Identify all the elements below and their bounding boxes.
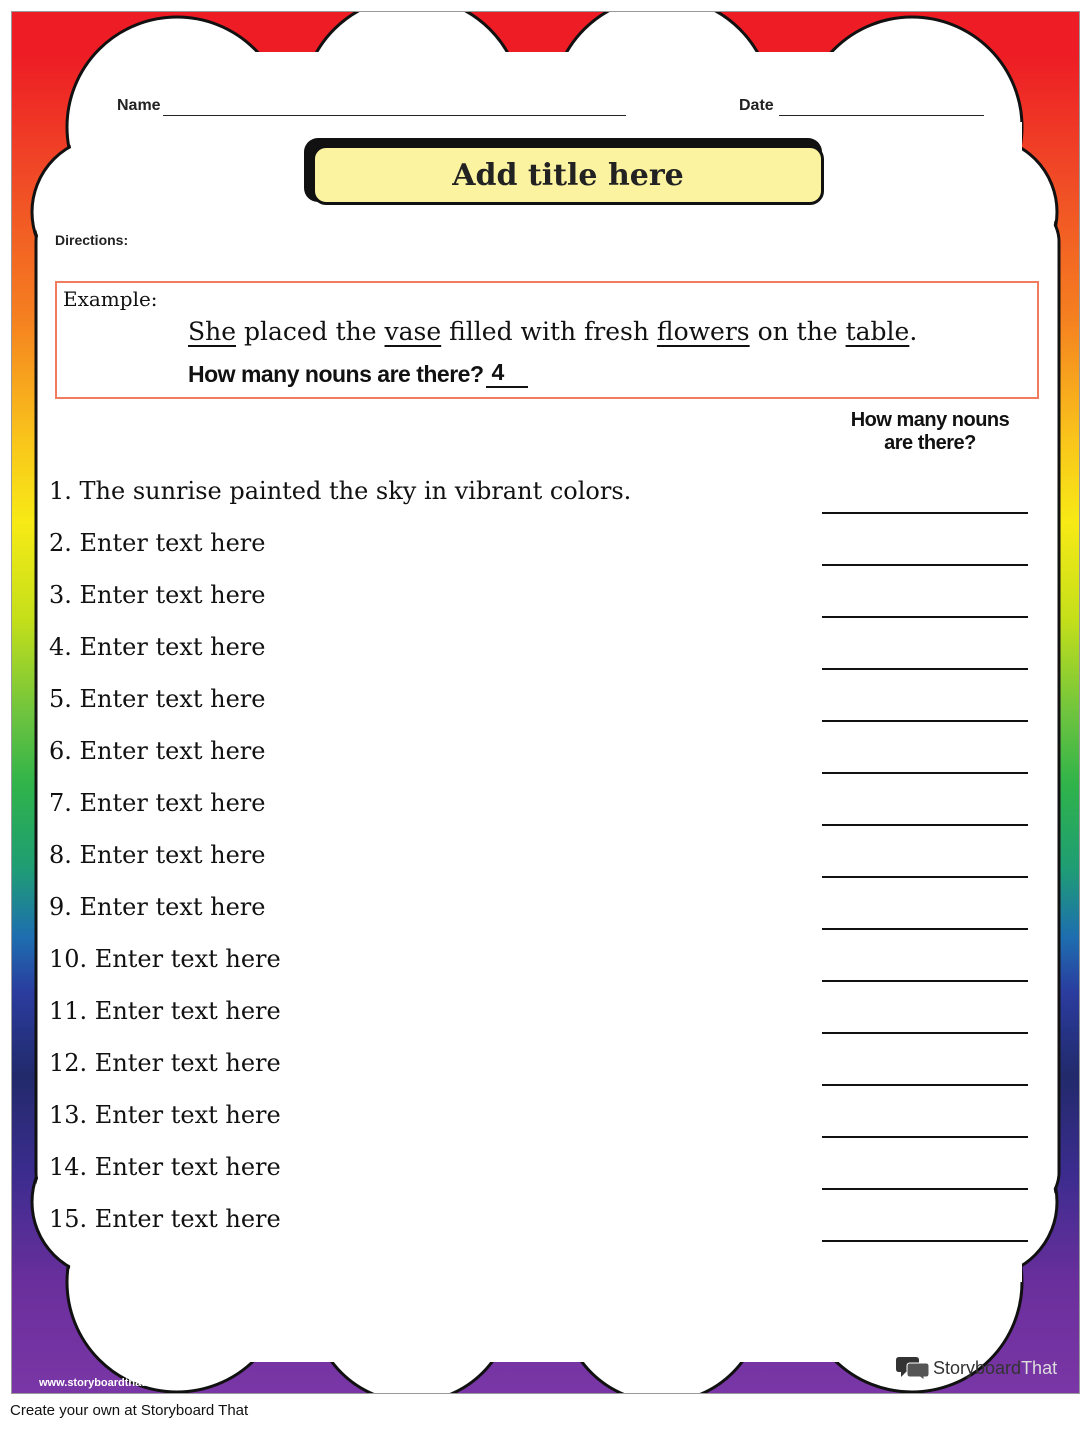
credit-link[interactable]: Create your own at Storyboard That [10, 1402, 249, 1419]
example-noun: table [845, 317, 910, 346]
answer-line[interactable] [822, 1136, 1028, 1138]
answer-line[interactable] [822, 876, 1028, 878]
question-item[interactable]: 12. Enter text here [49, 1049, 281, 1077]
page-title[interactable]: Add title here [312, 145, 824, 205]
answer-line[interactable] [822, 668, 1028, 670]
example-noun: vase [384, 317, 442, 346]
answer-header-line1: How many nouns [850, 409, 1010, 431]
answer-line[interactable] [822, 1188, 1028, 1190]
speech-bubble-icon [896, 1355, 930, 1381]
example-text: placed the [236, 317, 385, 346]
question-item[interactable]: 3. Enter text here [49, 581, 266, 609]
logo-word-that: That [1021, 1357, 1058, 1378]
question-item[interactable]: 6. Enter text here [49, 737, 266, 765]
example-sentence [188, 317, 917, 346]
logo-word-storyboard: Storyboard [933, 1357, 1022, 1378]
answer-line[interactable] [822, 1084, 1028, 1086]
question-item[interactable]: 11. Enter text here [49, 997, 281, 1025]
example-answer: 4 [486, 359, 528, 388]
question-item[interactable]: 8. Enter text here [49, 841, 266, 869]
answer-line[interactable] [822, 980, 1028, 982]
question-item[interactable]: 14. Enter text here [49, 1153, 281, 1181]
question-item[interactable]: 9. Enter text here [49, 893, 266, 921]
example-text: . [909, 317, 918, 346]
answer-line[interactable] [822, 512, 1028, 514]
answer-line[interactable] [822, 928, 1028, 930]
date-field[interactable] [779, 115, 984, 116]
question-item[interactable]: 15. Enter text here [49, 1205, 281, 1233]
answer-line[interactable] [822, 720, 1028, 722]
storyboardthat-logo [896, 1355, 1057, 1381]
example-text: filled with fresh [441, 317, 657, 346]
example-question: How many nouns are there? [188, 361, 484, 387]
directions-label: Directions: [55, 232, 129, 248]
question-item[interactable]: 7. Enter text here [49, 789, 266, 817]
example-noun: flowers [656, 317, 750, 346]
question-item[interactable]: 1. The sunrise painted the sky in vibrant colors. [49, 477, 632, 505]
answer-line[interactable] [822, 564, 1028, 566]
question-item[interactable]: 5. Enter text here [49, 685, 266, 713]
example-noun: She [188, 317, 237, 346]
example-text: on the [749, 317, 846, 346]
example-box [55, 281, 1039, 399]
answer-column-header [830, 409, 1030, 455]
date-label: Date [739, 97, 774, 114]
name-field[interactable] [163, 115, 626, 116]
question-item[interactable]: 2. Enter text here [49, 529, 266, 557]
example-question-row [188, 359, 528, 388]
answer-line[interactable] [822, 1240, 1028, 1242]
example-label: Example: [63, 287, 158, 311]
question-item[interactable]: 10. Enter text here [49, 945, 281, 973]
question-item[interactable]: 13. Enter text here [49, 1101, 281, 1129]
name-label: Name [117, 97, 161, 114]
answer-line[interactable] [822, 1032, 1028, 1034]
website-url: www.storyboardthat.com [39, 1377, 171, 1389]
question-item[interactable]: 4. Enter text here [49, 633, 266, 661]
answer-line[interactable] [822, 824, 1028, 826]
answer-header-line2: are there? [884, 432, 976, 454]
answer-line[interactable] [822, 772, 1028, 774]
answer-line[interactable] [822, 616, 1028, 618]
